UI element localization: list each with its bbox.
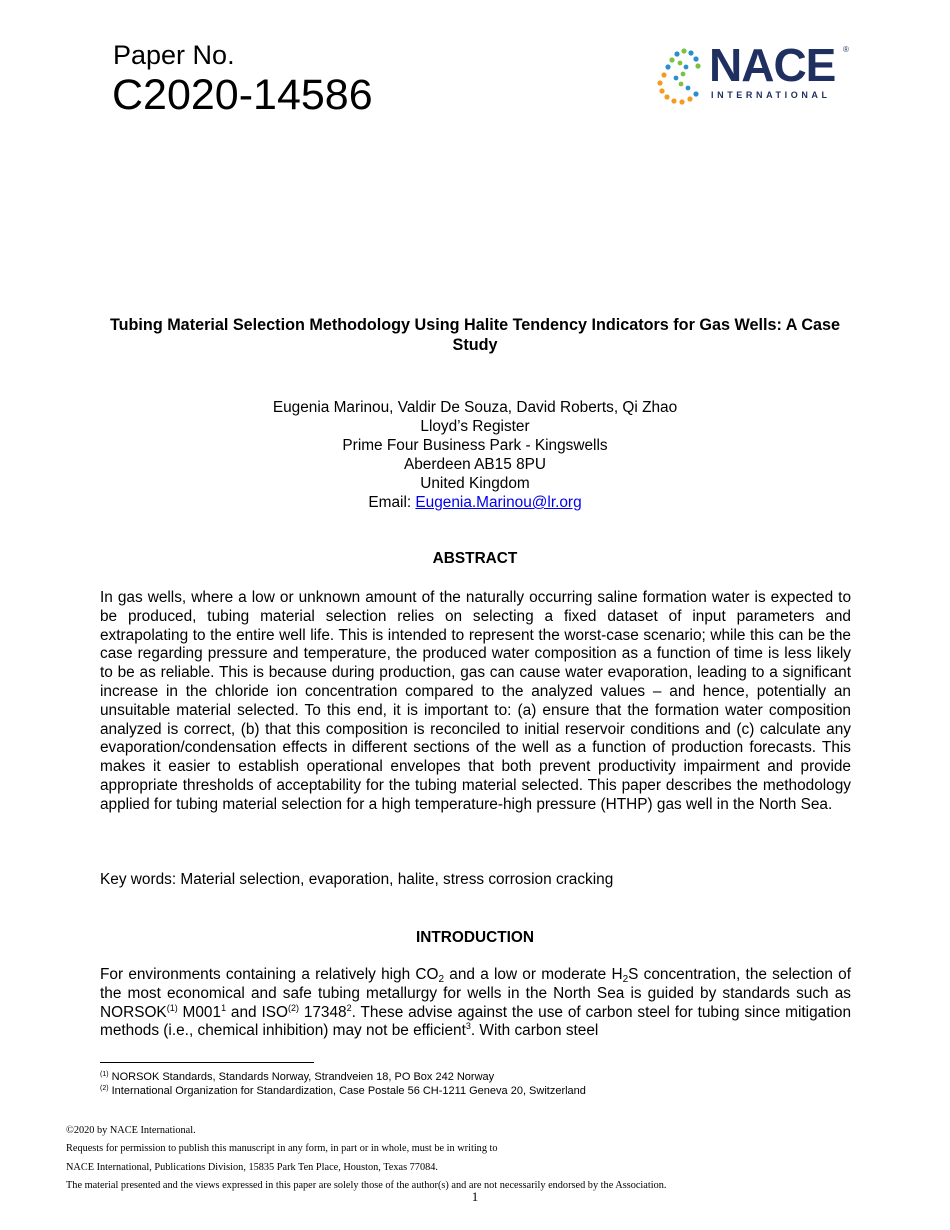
intro-text-8: . With carbon steel xyxy=(470,1022,599,1040)
author-address-line-1: Prime Four Business Park - Kingswells xyxy=(342,437,608,454)
intro-text-3: S concentration, the selection of the most economical and safe tubing metallurgy for wells in the North Sea is guided by standards such as NORSOK xyxy=(100,966,851,1021)
introduction-heading: INTRODUCTION xyxy=(416,929,534,946)
nace-logo xyxy=(654,39,854,105)
reference-1: 1 xyxy=(221,1002,227,1013)
footnote-1-marker: (1) xyxy=(100,1071,109,1078)
intro-text-6: 17348 xyxy=(298,1003,347,1021)
nace-logo-text: NACE xyxy=(709,39,836,91)
copyright-block xyxy=(66,1122,666,1195)
footnote-2-text: International Organization for Standardization, Case Postale 56 CH-1211 Geneva 20, Switzerland xyxy=(108,1085,586,1097)
reference-3: 3 xyxy=(465,1021,471,1032)
author-country: United Kingdom xyxy=(420,475,530,492)
copyright-line-1: ©2020 by NACE International. xyxy=(66,1125,196,1136)
author-address-line-2: Aberdeen AB15 8PU xyxy=(403,456,547,473)
intro-text-5: and ISO xyxy=(226,1003,288,1021)
email-label: Email: xyxy=(368,494,416,511)
footnote-1-text: NORSOK Standards, Standards Norway, Strandveien 18, PO Box 242 Norway xyxy=(108,1071,495,1083)
footnote-2-marker: (2) xyxy=(100,1085,109,1092)
keywords: Key words: Material selection, evaporation, halite, stress corrosion cracking xyxy=(100,871,614,888)
intro-text-7: . These advise against the use of carbon steel for tubing since mitigation methods (i.e., chemical inhibition) may not be efficient xyxy=(100,1003,852,1040)
abstract-heading: ABSTRACT xyxy=(432,550,518,567)
abstract-text: In gas wells, where a low or unknown amount of the naturally occurring saline formation water is expected to be produced, tubing material selection relies on selecting a fixed dataset of input parameters and extrapolating to the entire well life. This is intended to represent the worst-case scenario; while this can be the case regarding pressure and temperature, the produced water composition as a function of time is less likely to be as reliable. This is because during production, gas can cause water evaporation, leading to a significant increase in the chloride ion concentration compared to the analyzed values – and hence, potentially an unsuitable material selected. To this end, it is important to: (a) ensure that the formation water composition analyzed is correct, (b) that this composition is reconciled to initial reservoir conditions and (c) calculate any evaporation/condensation effects in different sections of the well as a function of production forecasts. This makes it easier to establish operational envelopes that both prevent productivity impairment and provide appropriate thresholds of acceptability for the tubing material selected. This paper describes the methodology applied for tubing material selection for a high temperature-high pressure (HTHP) gas well in the North Sea. xyxy=(100,589,851,813)
intro-text-1: For environments containing a relatively high CO xyxy=(100,966,439,983)
nace-logo-subtext: INTERNATIONAL xyxy=(711,90,831,100)
email-link[interactable]: Eugenia.Marinou@lr.org xyxy=(415,494,582,511)
reference-2: 2 xyxy=(346,1002,352,1013)
copyright-line-4: The material presented and the views expressed in this paper are solely those of the author(s) and are not necessarily endorsed by the Association. xyxy=(66,1179,667,1191)
paper-title: Tubing Material Selection Methodology Using Halite Tendency Indicators for Gas Wells: A Case Study xyxy=(109,316,841,354)
copyright-line-2: Requests for permission to publish this manuscript in any form, in part or in whole, must be in writing to xyxy=(66,1143,498,1155)
author-email-line xyxy=(200,493,750,512)
paper-number-label: Paper No. xyxy=(113,40,235,70)
nace-logo-swirl-icon xyxy=(654,45,710,105)
page-number: 1 xyxy=(471,1189,479,1204)
author-block xyxy=(200,398,750,512)
footnote-marker-1: (1) xyxy=(166,1002,178,1013)
registered-mark: ® xyxy=(843,45,849,54)
intro-text-4: M001 xyxy=(177,1003,222,1021)
co2-subscript: 2 xyxy=(438,974,445,985)
footnote-divider xyxy=(100,1062,314,1063)
footnote-2 xyxy=(100,1085,586,1098)
footnote-marker-2: (2) xyxy=(287,1002,299,1013)
copyright-line-3: NACE International, Publications Division, 15835 Park Ten Place, Houston, Texas 77084. xyxy=(66,1161,438,1173)
h2s-subscript: 2 xyxy=(622,974,629,985)
intro-text-2: and a low or moderate H xyxy=(444,966,623,983)
footnote-1 xyxy=(100,1071,494,1084)
paper-id: C2020-14586 xyxy=(112,71,373,119)
introduction-text xyxy=(100,966,851,1041)
author-affiliation: Lloyd’s Register xyxy=(420,418,530,435)
author-names: Eugenia Marinou, Valdir De Souza, David Roberts, Qi Zhao xyxy=(272,399,678,416)
